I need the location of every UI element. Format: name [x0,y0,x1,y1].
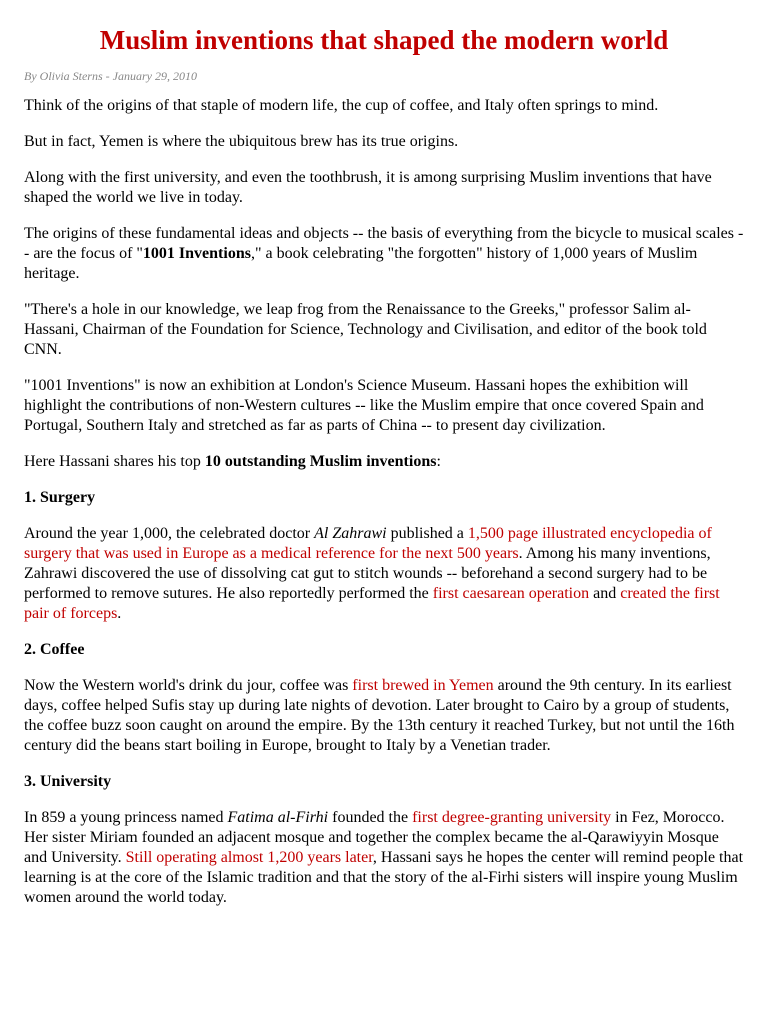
surgery-text-4: and [589,585,621,602]
surgery-link-caesarean[interactable]: first caesarean operation [432,585,590,602]
surgery-text-5: . [117,605,122,622]
coffee-text-1: Now the Western world's drink du jour, coffee was [24,677,353,694]
section-heading-coffee: 2. Coffee [24,641,85,658]
university-paragraph [24,808,744,908]
university-text-1: In 859 a young princess named [24,809,228,826]
university-text-4: , Hassani says he hopes the center will remind people that learning is at the core of the Islamic tradition and that the story of the al-Firhi sisters will inspire young Muslim women around the world today. [24,849,744,906]
section-heading-university: 3. University [24,773,112,790]
article-byline: By Olivia Sterns - January 29, 2010 [24,69,197,83]
surgery-text-3: . Among his many inventions, Zahrawi discovered the use of dissolving cat gut to stitch wounds -- beforehand a second surgery had to be performed to remove sutures. He also reportedly performed the [24,545,711,602]
book-title: 1001 Inventions [142,245,251,262]
coffee-text-2: around the 9th century. In its earliest days, coffee helped Sufis stay up during late nights of devotion. Later brought to Cairo by a group of students, the coffee buzz soon caught on around the empire. By the 13th century it reached Turkey, but not until the 16th century did the beans start boiling in Europe, brought to Italy by a Venetian trader. [24,677,735,754]
book-paragraph-text-c: ," a book celebrating "the forgotten" history of 1,000 years of Muslim heritage. [24,245,698,282]
coffee-link-yemen[interactable]: first brewed in Yemen [352,677,494,694]
coffee-paragraph [24,676,744,756]
quote-paragraph: "There's a hole in our knowledge, we leap frog from the Renaissance to the Greeks," professor Salim al-Hassani, Chairman of the Foundation for Science, Technology and Civilisation, and editor of the book told CNN. [24,301,707,358]
intro-paragraph-1: Think of the origins of that staple of modern life, the cup of coffee, and Italy often springs to mind. [24,97,659,114]
surgery-paragraph [24,524,744,624]
university-text-2: founded the [328,809,413,826]
university-text-3: in Fez, Morocco. Her sister Miriam founded an adjacent mosque and together the complex became the al-Qarawiyyin Mosque and University. [24,809,725,866]
surgery-doctor-name: Al Zahrawi [314,525,387,542]
article-title: Muslim inventions that shaped the modern world [99,25,669,55]
university-link-first-university[interactable]: first degree-granting university [412,809,612,826]
top-ten-highlight: 10 outstanding Muslim inventions [204,453,437,470]
surgery-link-encyclopedia[interactable]: 1,500 page illustrated encyclopedia of surgery that was used in Europe as a medical reference for the next 500 years [24,525,712,562]
university-princess-name: Fatima al-Firhi [227,809,329,826]
surgery-text-2: published a [386,525,468,542]
surgery-text-1: Around the year 1,000, the celebrated doctor [24,525,315,542]
top-ten-text-c: : [436,453,441,470]
section-heading-surgery: 1. Surgery [24,489,96,506]
surgery-link-forceps[interactable]: created the first pair of forceps [24,585,720,622]
book-paragraph-text-a: The origins of these fundamental ideas and objects -- the basis of everything from the bicycle to musical scales -- are the focus of " [24,225,744,262]
article-body [24,96,744,908]
intro-paragraph-2: But in fact, Yemen is where the ubiquitous brew has its true origins. [24,133,459,150]
book-paragraph [24,224,744,284]
exhibition-paragraph: "1001 Inventions" is now an exhibition at London's Science Museum. Hassani hopes the exhibition will highlight the contributions of non-Western cultures -- like the Muslim empire that once covered Spain and Portugal, Southern Italy and stretched as far as parts of China -- to present day civilization. [24,377,704,434]
university-link-still-operating[interactable]: Still operating almost 1,200 years later [125,849,373,866]
top-ten-text-a: Here Hassani shares his top [24,453,205,470]
top-ten-paragraph [24,452,744,472]
intro-paragraph-3: Along with the first university, and even the toothbrush, it is among surprising Muslim inventions that have shaped the world we live in today. [24,169,712,206]
